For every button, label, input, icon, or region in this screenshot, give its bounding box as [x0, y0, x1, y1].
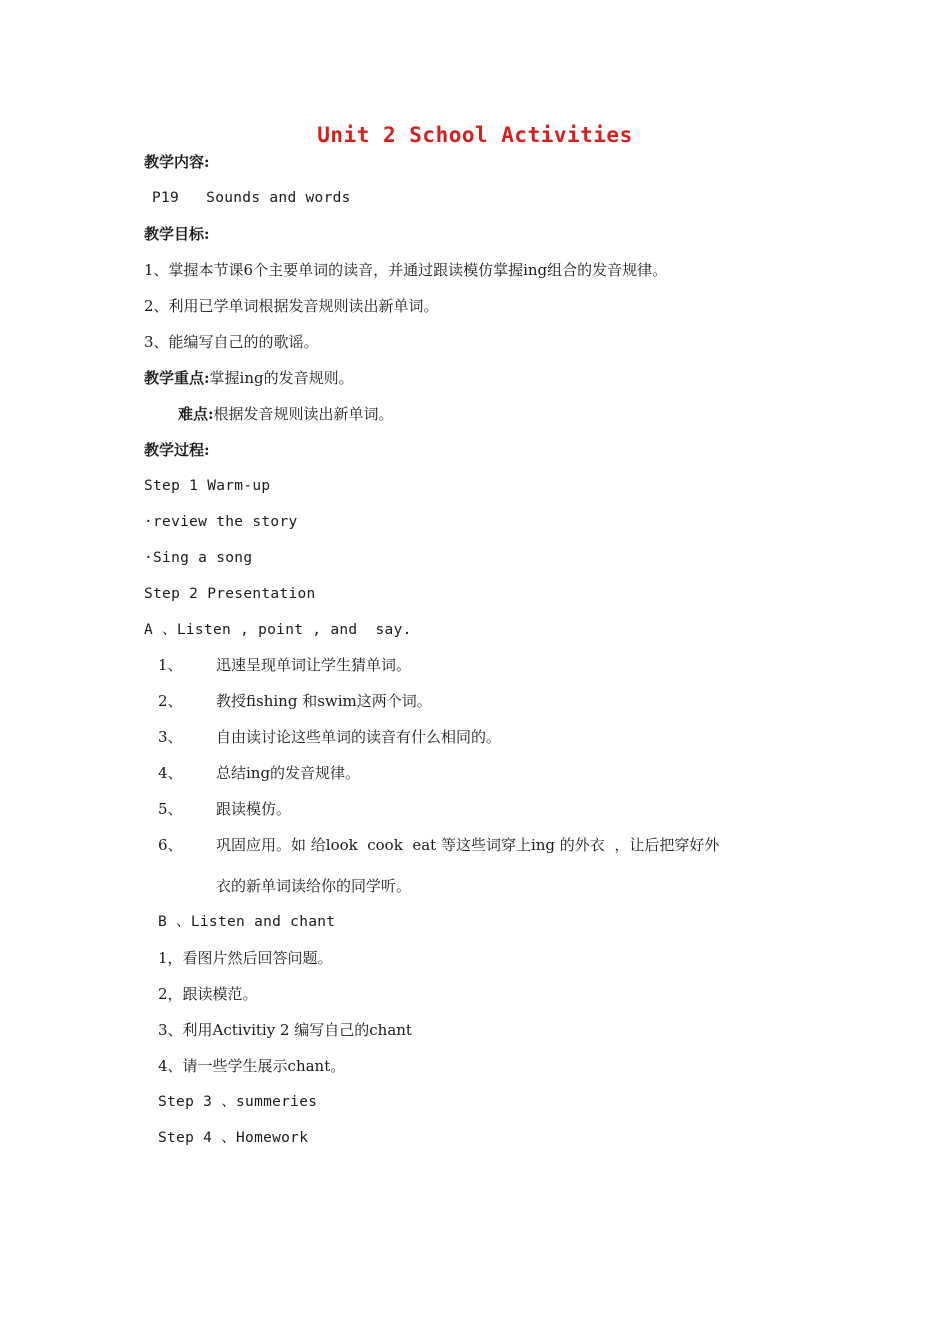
section-b-item: 4、请一些学生展示chant。 — [158, 1057, 346, 1075]
step1-item: ·Sing a song — [144, 550, 253, 566]
section-a-item — [158, 835, 719, 855]
page-title: Unit 2 School Activities — [317, 123, 633, 147]
goal-item: 2、利用已学单词根据发音规则读出新单词。 — [144, 297, 439, 315]
section-a-item — [158, 763, 360, 783]
step3-heading: Step 3 、summeries — [158, 1094, 318, 1110]
item-text: 总结ing的发音规律。 — [216, 764, 361, 782]
item-number: 3、 — [158, 728, 183, 746]
step1-item: ·review the story — [144, 514, 298, 530]
content-value: P19 Sounds and words — [152, 190, 351, 206]
item-number: 6、 — [158, 836, 183, 854]
item-number: 4、 — [158, 764, 183, 782]
item-text: 教授fishing 和swim这两个词。 — [216, 692, 432, 710]
section-b-heading: B 、Listen and chant — [158, 914, 336, 930]
item-text: 巩固应用。如 给look cook eat 等这些词穿上ing 的外衣 ，让后把穿好外 — [216, 836, 720, 854]
section-b-item: 2，跟读模范。 — [158, 985, 258, 1003]
difficulty-value: 根据发音规则读出新单词。 — [213, 405, 394, 423]
goal-item: 3、能编写自己的的歌谣。 — [144, 333, 319, 351]
section-b-item: 1，看图片然后回答问题。 — [158, 949, 333, 967]
content-label: 教学内容: — [144, 153, 210, 171]
item-text: 跟读模仿。 — [216, 800, 292, 818]
key-point — [144, 368, 354, 388]
item-number: 1、 — [158, 656, 183, 674]
section-b-item: 3、利用Activitiy 2 编写自己的chant — [158, 1021, 412, 1039]
section-a-heading: A 、Listen , point , and say. — [144, 622, 412, 638]
key-label: 教学重点: — [144, 369, 210, 387]
step4-heading: Step 4 、Homework — [158, 1130, 309, 1146]
section-a-item — [158, 691, 432, 711]
section-a-item — [158, 727, 501, 747]
section-a-item — [158, 655, 411, 675]
step2-heading: Step 2 Presentation — [144, 586, 316, 602]
key-value: 掌握ing的发音规则。 — [209, 369, 354, 387]
process-label: 教学过程: — [144, 441, 210, 459]
goals-label: 教学目标: — [144, 225, 210, 243]
item-number: 2、 — [158, 692, 183, 710]
goal-item: 1、掌握本节课6个主要单词的读音，并通过跟读模仿掌握ing组合的发音规律。 — [144, 261, 668, 279]
difficulty-point — [178, 404, 394, 424]
section-a-item — [158, 799, 291, 819]
item-text: 自由读讨论这些单词的读音有什么相同的。 — [216, 728, 502, 746]
item-number: 5、 — [158, 800, 183, 818]
item-text: 迅速呈现单词让学生猜单词。 — [216, 656, 412, 674]
section-a-item-continuation: 衣的新单词读给你的同学听。 — [216, 877, 412, 895]
step1-heading: Step 1 Warm-up — [144, 478, 271, 494]
difficulty-label: 难点: — [178, 405, 214, 423]
